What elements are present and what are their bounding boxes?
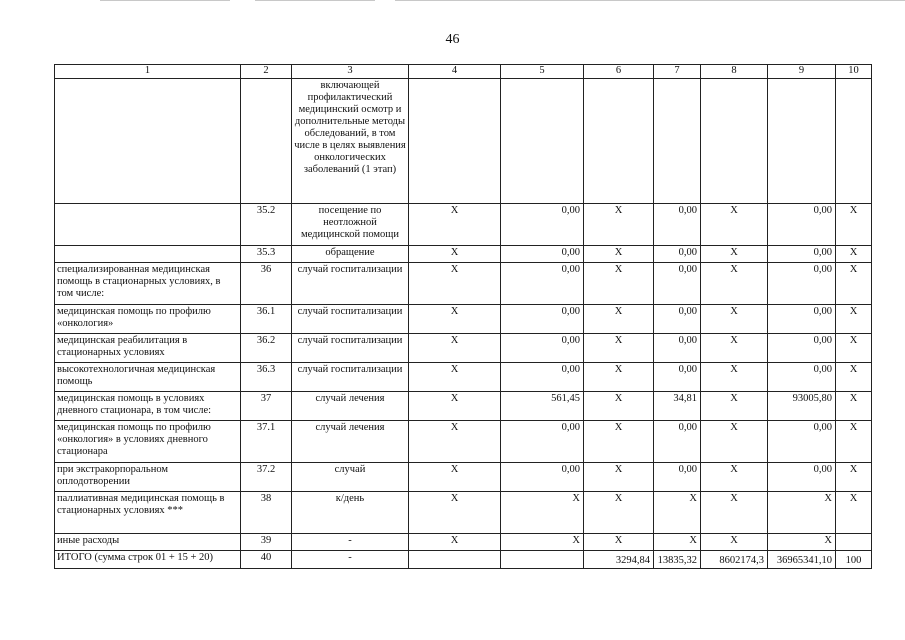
table-cell <box>768 79 836 204</box>
column-number: 5 <box>501 65 584 79</box>
column-number: 2 <box>241 65 292 79</box>
table-cell: 37 <box>241 392 292 421</box>
table-cell: X <box>409 204 501 246</box>
table-cell <box>501 551 584 569</box>
table-cell: 0,00 <box>768 305 836 334</box>
table-cell: включающей профилактический медицинский осмотр и дополнительные методы обследований, в том числе в целях выявления онкологических заболеваний (1 этап) <box>292 79 409 204</box>
table-cell: случай лечения <box>292 421 409 463</box>
table-cell <box>584 79 654 204</box>
table-cell: X <box>701 534 768 551</box>
table-cell: 0,00 <box>654 334 701 363</box>
column-number: 3 <box>292 65 409 79</box>
table-cell: паллиативная медицинская помощь в стационарных условиях *** <box>55 492 241 534</box>
table-cell: случай лечения <box>292 392 409 421</box>
table-cell: 0,00 <box>501 421 584 463</box>
table-cell: 0,00 <box>654 421 701 463</box>
table-row <box>55 534 872 551</box>
table-cell: ИТОГО (сумма строк 01 + 15 + 20) <box>55 551 241 569</box>
table-cell: 34,81 <box>654 392 701 421</box>
table-cell: 0,00 <box>654 463 701 492</box>
table-cell: X <box>409 363 501 392</box>
table-cell: обращение <box>292 246 409 263</box>
column-number: 9 <box>768 65 836 79</box>
table-cell: X <box>584 363 654 392</box>
table-row <box>55 492 872 534</box>
table-cell: X <box>584 534 654 551</box>
table-row <box>55 463 872 492</box>
table-row <box>55 421 872 463</box>
table-cell: 0,00 <box>501 263 584 305</box>
table-cell: 39 <box>241 534 292 551</box>
table-cell: 0,00 <box>654 246 701 263</box>
table-cell: X <box>701 246 768 263</box>
table-row <box>55 363 872 392</box>
table-cell: 0,00 <box>501 363 584 392</box>
column-number: 1 <box>55 65 241 79</box>
table-cell: X <box>701 204 768 246</box>
table-cell: 37.2 <box>241 463 292 492</box>
table-cell: 100 <box>836 551 872 569</box>
table-cell: 35.3 <box>241 246 292 263</box>
table-cell: 0,00 <box>501 463 584 492</box>
table-cell: X <box>501 534 584 551</box>
column-number: 8 <box>701 65 768 79</box>
table-cell: посещение по неотложной медицинской помощи <box>292 204 409 246</box>
table-cell <box>409 551 501 569</box>
table-row <box>55 246 872 263</box>
table-cell: X <box>701 492 768 534</box>
table-cell: 0,00 <box>501 204 584 246</box>
table-cell: 0,00 <box>501 334 584 363</box>
table-cell: X <box>836 421 872 463</box>
column-number: 6 <box>584 65 654 79</box>
table-row <box>55 79 872 204</box>
table-cell: X <box>584 463 654 492</box>
top-rule-middle <box>255 0 375 1</box>
column-number-row <box>55 65 872 79</box>
table-cell: X <box>836 246 872 263</box>
table-cell: случай госпитализации <box>292 305 409 334</box>
table-cell <box>55 204 241 246</box>
table-cell: - <box>292 534 409 551</box>
table-cell: X <box>409 492 501 534</box>
table-cell: 0,00 <box>768 246 836 263</box>
table-cell: X <box>409 246 501 263</box>
table-cell: X <box>409 463 501 492</box>
table-cell: 0,00 <box>768 421 836 463</box>
table-cell: X <box>584 421 654 463</box>
table-cell: 35.2 <box>241 204 292 246</box>
table-cell: медицинская помощь по профилю «онкология» <box>55 305 241 334</box>
table-cell: 0,00 <box>501 305 584 334</box>
table-cell: X <box>836 305 872 334</box>
table-cell: X <box>701 463 768 492</box>
table-cell: высокотехнологичная медицинская помощь <box>55 363 241 392</box>
page-number: 46 <box>445 32 460 47</box>
table-cell: - <box>292 551 409 569</box>
table-cell <box>836 79 872 204</box>
table-cell: медицинская помощь в условиях дневного стационара, в том числе: <box>55 392 241 421</box>
table-cell <box>409 79 501 204</box>
table-cell: X <box>409 534 501 551</box>
table-cell: специализированная медицинская помощь в стационарных условиях, в том числе: <box>55 263 241 305</box>
table-cell: 0,00 <box>501 246 584 263</box>
table-cell: иные расходы <box>55 534 241 551</box>
table-cell: 8602174,3 <box>701 551 768 569</box>
table-cell: X <box>584 263 654 305</box>
table-cell: X <box>836 204 872 246</box>
table-cell: X <box>654 492 701 534</box>
table-cell: X <box>836 334 872 363</box>
table-cell: 36.3 <box>241 363 292 392</box>
table-cell <box>654 79 701 204</box>
table-cell: X <box>409 421 501 463</box>
table-row <box>55 305 872 334</box>
table-cell: медицинская реабилитация в стационарных условиях <box>55 334 241 363</box>
table-cell <box>701 79 768 204</box>
table-cell: 0,00 <box>768 463 836 492</box>
table-cell: X <box>701 363 768 392</box>
table-cell: X <box>701 421 768 463</box>
table-cell: случай госпитализации <box>292 263 409 305</box>
table-cell: 93005,80 <box>768 392 836 421</box>
table-cell <box>55 246 241 263</box>
table-cell: 0,00 <box>654 305 701 334</box>
table-cell: 0,00 <box>654 263 701 305</box>
top-rule-left <box>100 0 230 1</box>
table-cell: случай госпитализации <box>292 363 409 392</box>
table-cell: X <box>701 334 768 363</box>
table-cell: при экстракорпоральном оплодотворении <box>55 463 241 492</box>
table-cell: X <box>409 263 501 305</box>
table-cell: 0,00 <box>654 363 701 392</box>
table-cell: X <box>584 492 654 534</box>
table-cell: X <box>836 363 872 392</box>
table-cell: 561,45 <box>501 392 584 421</box>
table-cell: X <box>654 534 701 551</box>
top-rule-right <box>395 0 905 1</box>
table-row <box>55 263 872 305</box>
table-cell: X <box>836 463 872 492</box>
table-cell: 0,00 <box>768 204 836 246</box>
table-cell: 40 <box>241 551 292 569</box>
table-cell: X <box>409 334 501 363</box>
table-cell: X <box>584 334 654 363</box>
table-cell: X <box>768 534 836 551</box>
table-row <box>55 392 872 421</box>
table-cell: 0,00 <box>768 263 836 305</box>
table-cell: 13835,32 <box>654 551 701 569</box>
table-cell: X <box>768 492 836 534</box>
table-cell <box>501 79 584 204</box>
table-cell <box>836 534 872 551</box>
table-cell <box>241 79 292 204</box>
column-number: 10 <box>836 65 872 79</box>
table-cell: случай госпитализации <box>292 334 409 363</box>
table-cell: X <box>584 246 654 263</box>
table-cell: 0,00 <box>768 363 836 392</box>
table-cell: X <box>409 392 501 421</box>
table-cell: X <box>584 204 654 246</box>
table-cell: 37.1 <box>241 421 292 463</box>
table-cell: X <box>409 305 501 334</box>
table-row <box>55 334 872 363</box>
table-cell: 0,00 <box>768 334 836 363</box>
table-cell: 36965341,10 <box>768 551 836 569</box>
table-cell: 36 <box>241 263 292 305</box>
table-cell: X <box>501 492 584 534</box>
table-cell: к/день <box>292 492 409 534</box>
table-cell: 36.2 <box>241 334 292 363</box>
column-number: 4 <box>409 65 501 79</box>
data-table <box>54 64 872 569</box>
table-cell: 36.1 <box>241 305 292 334</box>
table-cell: X <box>584 392 654 421</box>
table-cell: X <box>701 263 768 305</box>
table-cell: случай <box>292 463 409 492</box>
table-row <box>55 204 872 246</box>
table-cell: X <box>836 392 872 421</box>
table-cell: X <box>701 392 768 421</box>
column-number: 7 <box>654 65 701 79</box>
table-cell: X <box>836 263 872 305</box>
table-row <box>55 551 872 569</box>
table-cell: медицинская помощь по профилю «онкология» в условиях дневного стационара <box>55 421 241 463</box>
table-cell: 3294,84 <box>584 551 654 569</box>
table-cell: X <box>701 305 768 334</box>
table-body <box>55 65 872 569</box>
table-cell: 38 <box>241 492 292 534</box>
table-cell: 0,00 <box>654 204 701 246</box>
table-cell: X <box>836 492 872 534</box>
table-cell <box>55 79 241 204</box>
table-cell: X <box>584 305 654 334</box>
